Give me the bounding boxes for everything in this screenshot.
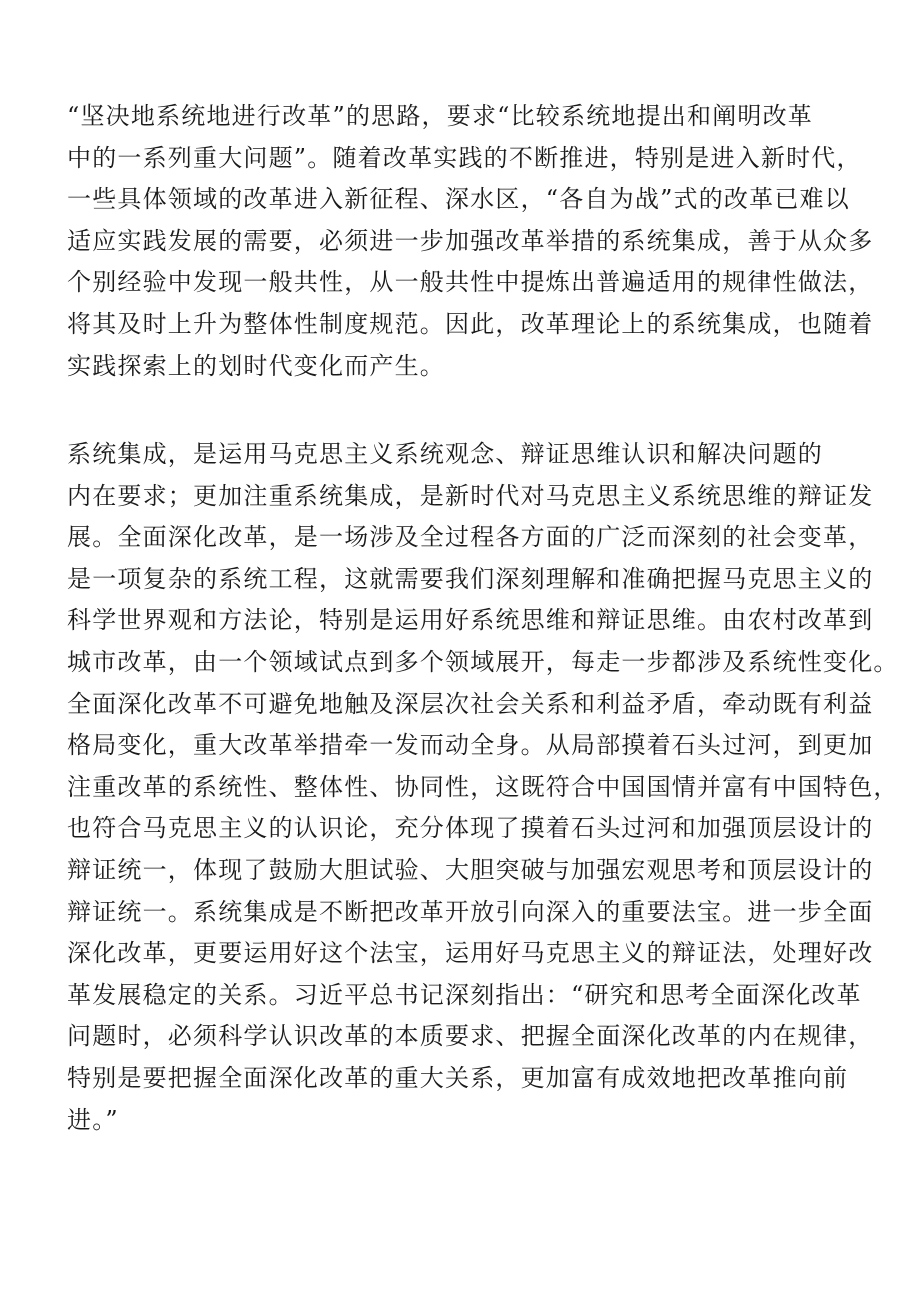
paragraph-line: 也符合马克思主义的认识论，充分体现了摸着石头过河和加强顶层设计的 — [67, 814, 874, 843]
paragraph-line: 辩证统一。系统集成是不断把改革开放引向深入的重要法宝。进一步全面 — [67, 897, 874, 926]
paragraph-line: 城市改革，由一个领域试点到多个领域展开，每走一步都涉及系统性变化。 — [67, 647, 899, 676]
paragraph-line: 辩证统一，体现了鼓励大胆试验、大胆突破与加强宏观思考和顶层设计的 — [67, 855, 874, 884]
paragraph-line: 革发展稳定的关系。习近平总书记深刻指出：“研究和思考全面深化改革 — [67, 980, 862, 1009]
paragraph-line: 格局变化，重大改革举措牵一发而动全身。从局部摸着石头过河，到更加 — [67, 731, 874, 760]
paragraph-1 — [67, 96, 874, 387]
paragraph-line: 问题时，必须科学认识改革的本质要求、把握全面深化改革的内在规律， — [67, 1022, 874, 1051]
paragraph-line: 深化改革，更要运用好这个法宝，运用好马克思主义的辩证法，处理好改 — [67, 939, 874, 968]
paragraph-line: 一些具体领域的改革进入新征程、深水区，“各自为战”式的改革已难以 — [67, 185, 850, 214]
paragraph-line: 是一项复杂的系统工程，这就需要我们深刻理解和准确把握马克思主义的 — [67, 564, 874, 593]
paragraph-line: 实践探索上的划时代变化而产生。 — [67, 351, 445, 380]
paragraph-line: 特别是要把握全面深化改革的重大关系，更加富有成效地把改革推向前 — [67, 1063, 849, 1092]
paragraph-2 — [67, 434, 899, 1141]
paragraph-line: 进。” — [67, 1105, 119, 1134]
paragraph-line: 注重改革的系统性、整体性、协同性，这既符合中国国情并富有中国特色， — [67, 772, 899, 801]
paragraph-line: 个别经验中发现一般共性，从一般共性中提炼出普遍适用的规律性做法， — [67, 268, 874, 297]
paragraph-line: 中的一系列重大问题”。随着改革实践的不断推进，特别是进入新时代， — [67, 143, 862, 172]
paragraph-line: 科学世界观和方法论，特别是运用好系统思维和辩证思维。由农村改革到 — [67, 606, 874, 635]
paragraph-line: 全面深化改革不可避免地触及深层次社会关系和利益矛盾，牵动既有利益 — [67, 689, 874, 718]
paragraph-line: 将其及时上升为整体性制度规范。因此，改革理论上的系统集成，也随着 — [67, 309, 874, 338]
paragraph-line: “坚决地系统地进行改革”的思路，要求“比较系统地提出和阐明改革 — [67, 102, 814, 130]
paragraph-line: 内在要求；更加注重系统集成，是新时代对马克思主义系统思维的辩证发 — [67, 481, 874, 510]
paragraph-line: 系统集成，是运用马克思主义系统观念、辩证思维认识和解决问题的 — [67, 440, 823, 468]
paragraph-line: 展。全面深化改革，是一场涉及全过程各方面的广泛而深刻的社会变革， — [67, 523, 874, 552]
paragraph-line: 适应实践发展的需要，必须进一步加强改革举措的系统集成，善于从众多 — [67, 226, 874, 255]
